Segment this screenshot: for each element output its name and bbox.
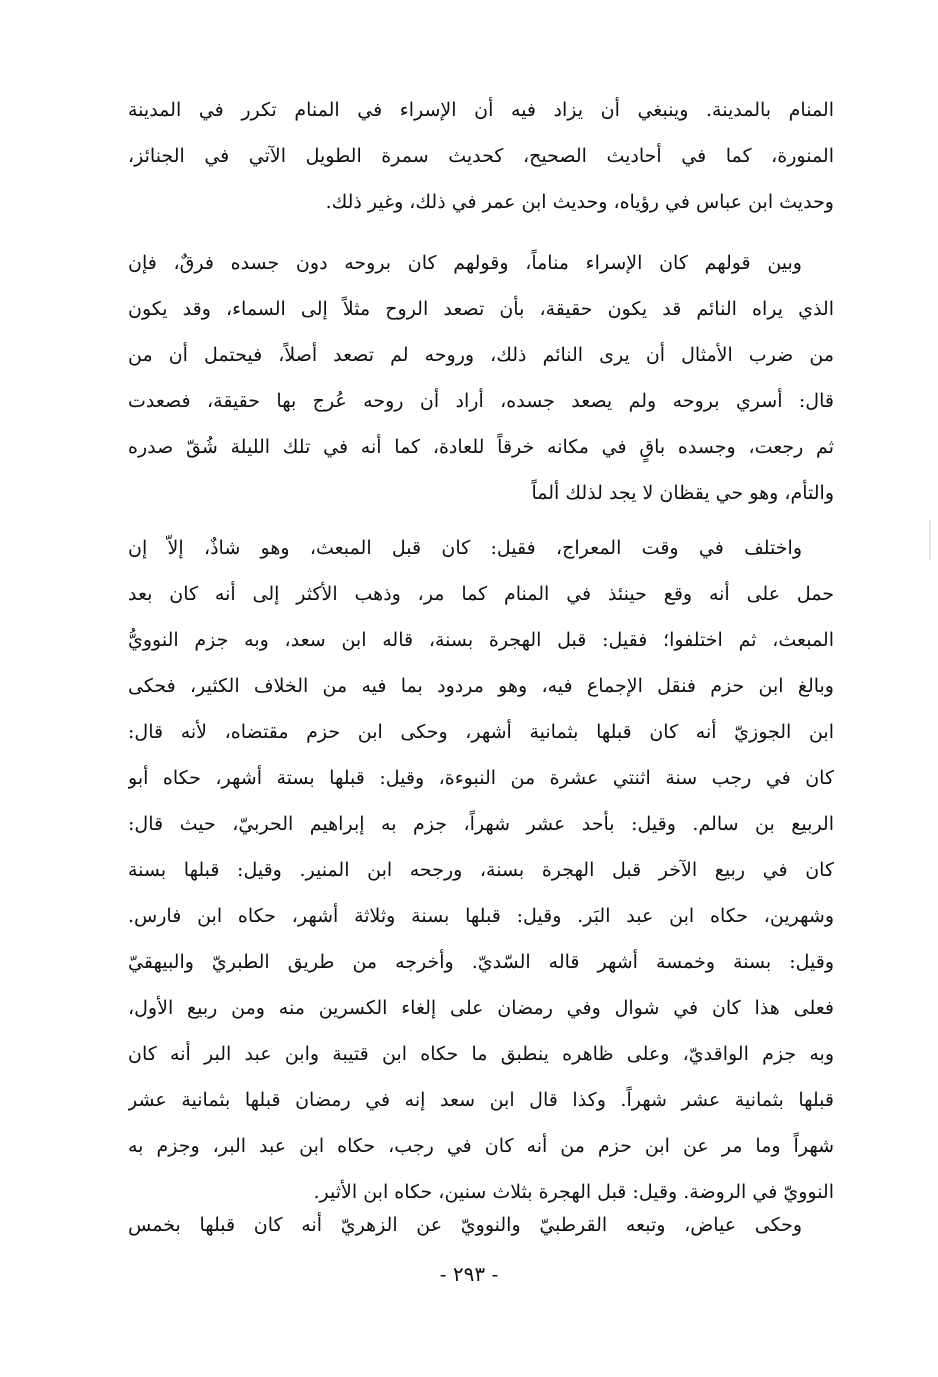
text-line: من ضرب الأمثال أن يرى النائم ذلك، وروحه لم تصعد أصلاً، فيحتمل أن من bbox=[128, 344, 834, 366]
text-line: وشهرين، حكاه ابن عبد البَر. وقيل: قبلها بسنة وثلاثة أشهر، حكاه ابن فارس. bbox=[128, 905, 834, 927]
page-edge-mark bbox=[929, 520, 931, 560]
text-line: والتأم، وهو حي يقظان لا يجد لذلك ألماً bbox=[531, 482, 834, 504]
text-line: الذي يراه النائم قد يكون حقيقة، بأن تصعد الروح مثلاً إلى السماء، وقد يكون bbox=[128, 298, 834, 320]
text-line: شهراً وما مر عن ابن حزم من أنه كان في رجب، حكاه ابن عبد البر، وجزم به bbox=[128, 1135, 834, 1157]
text-line: وبين قولهم كان الإسراء مناماً، وقولهم كان بروحه دون جسده فرقٌ، فإن bbox=[128, 252, 802, 274]
text-line: وحديث ابن عباس في رؤياه، وحديث ابن عمر في ذلك، وغير ذلك. bbox=[325, 191, 834, 213]
text-line: المبعث، ثم اختلفوا؛ فقيل: قبل الهجرة بسنة، قاله ابن سعد، وبه جزم النوويُّ bbox=[128, 629, 834, 651]
text-line: قال: أسري بروحه ولم يصعد جسده، أراد أن روحه عُرج بها حقيقة، فصعدت bbox=[128, 390, 834, 412]
text-line: النوويّ في الروضة. وقيل: قبل الهجرة بثلاث سنين، حكاه ابن الأثير. bbox=[313, 1181, 834, 1203]
text-line: واختلف في وقت المعراج، فقيل: كان قبل المبعث، وهو شاذٌ، إلاّ إن bbox=[128, 537, 802, 559]
paragraph-2 bbox=[128, 240, 834, 516]
text-line: كان في رجب سنة اثنتي عشرة من النبوءة، وقيل: قبلها بستة أشهر، حكاه أبو bbox=[128, 767, 834, 789]
paragraph-3 bbox=[128, 525, 834, 1215]
text-line: فعلى هذا كان في شوال وفي رمضان على إلغاء الكسرين منه ومن ربيع الأول، bbox=[128, 997, 834, 1019]
text-line: وبه جزم الواقديّ، وعلى ظاهره ينطبق ما حكاه ابن قتيبة وابن عبد البر أنه كان bbox=[128, 1043, 834, 1065]
text-line: وبالغ ابن حزم فنقل الإجماع فيه، وهو مردود بما فيه من الخلاف الكثير، فحكى bbox=[128, 675, 834, 697]
text-line: كان في ربيع الآخر قبل الهجرة بسنة، ورجحه ابن المنير. وقيل: قبلها بسنة bbox=[128, 859, 834, 881]
paragraph-1 bbox=[128, 87, 834, 225]
page-number: - ٢٩٣ - bbox=[439, 1262, 499, 1286]
text-line: المنورة، كما في أحاديث الصحيح، كحديث سمرة الطويل الآتي في الجنائز، bbox=[128, 145, 834, 167]
text-line: ثم رجعت، وجسده باقٍ في مكانه خرقاً للعادة، كما أنه في تلك الليلة شُقّ صدره bbox=[128, 436, 834, 458]
text-line: المنام بالمدينة. وينبغي أن يزاد فيه أن الإسراء في المنام تكرر في المدينة bbox=[128, 99, 834, 121]
text-line: وقيل: بسنة وخمسة أشهر قاله السّديّ. وأخرجه من طريق الطبريّ والبيهقيّ bbox=[128, 951, 834, 973]
text-line: ابن الجوزيّ أنه كان قبلها بثمانية أشهر، وحكى ابن حزم مقتضاه، لأنه قال: bbox=[128, 721, 834, 743]
text-line: وحكى عياض، وتبعه القرطبيّ والنوويّ عن الزهريّ أنه كان قبلها بخمس bbox=[128, 1214, 802, 1236]
paragraph-4 bbox=[128, 1202, 834, 1248]
text-line: الربيع بن سالم. وقيل: بأحد عشر شهراً، جزم به إبراهيم الحربيّ، حيث قال: bbox=[128, 813, 834, 835]
text-line: قبلها بثمانية عشر شهراً. وكذا قال ابن سعد إنه في رمضان قبلها بثمانية عشر bbox=[128, 1089, 834, 1111]
text-line: حمل على أنه وقع حينئذ في المنام كما مر، وذهب الأكثر إلى أنه كان بعد bbox=[128, 583, 834, 605]
